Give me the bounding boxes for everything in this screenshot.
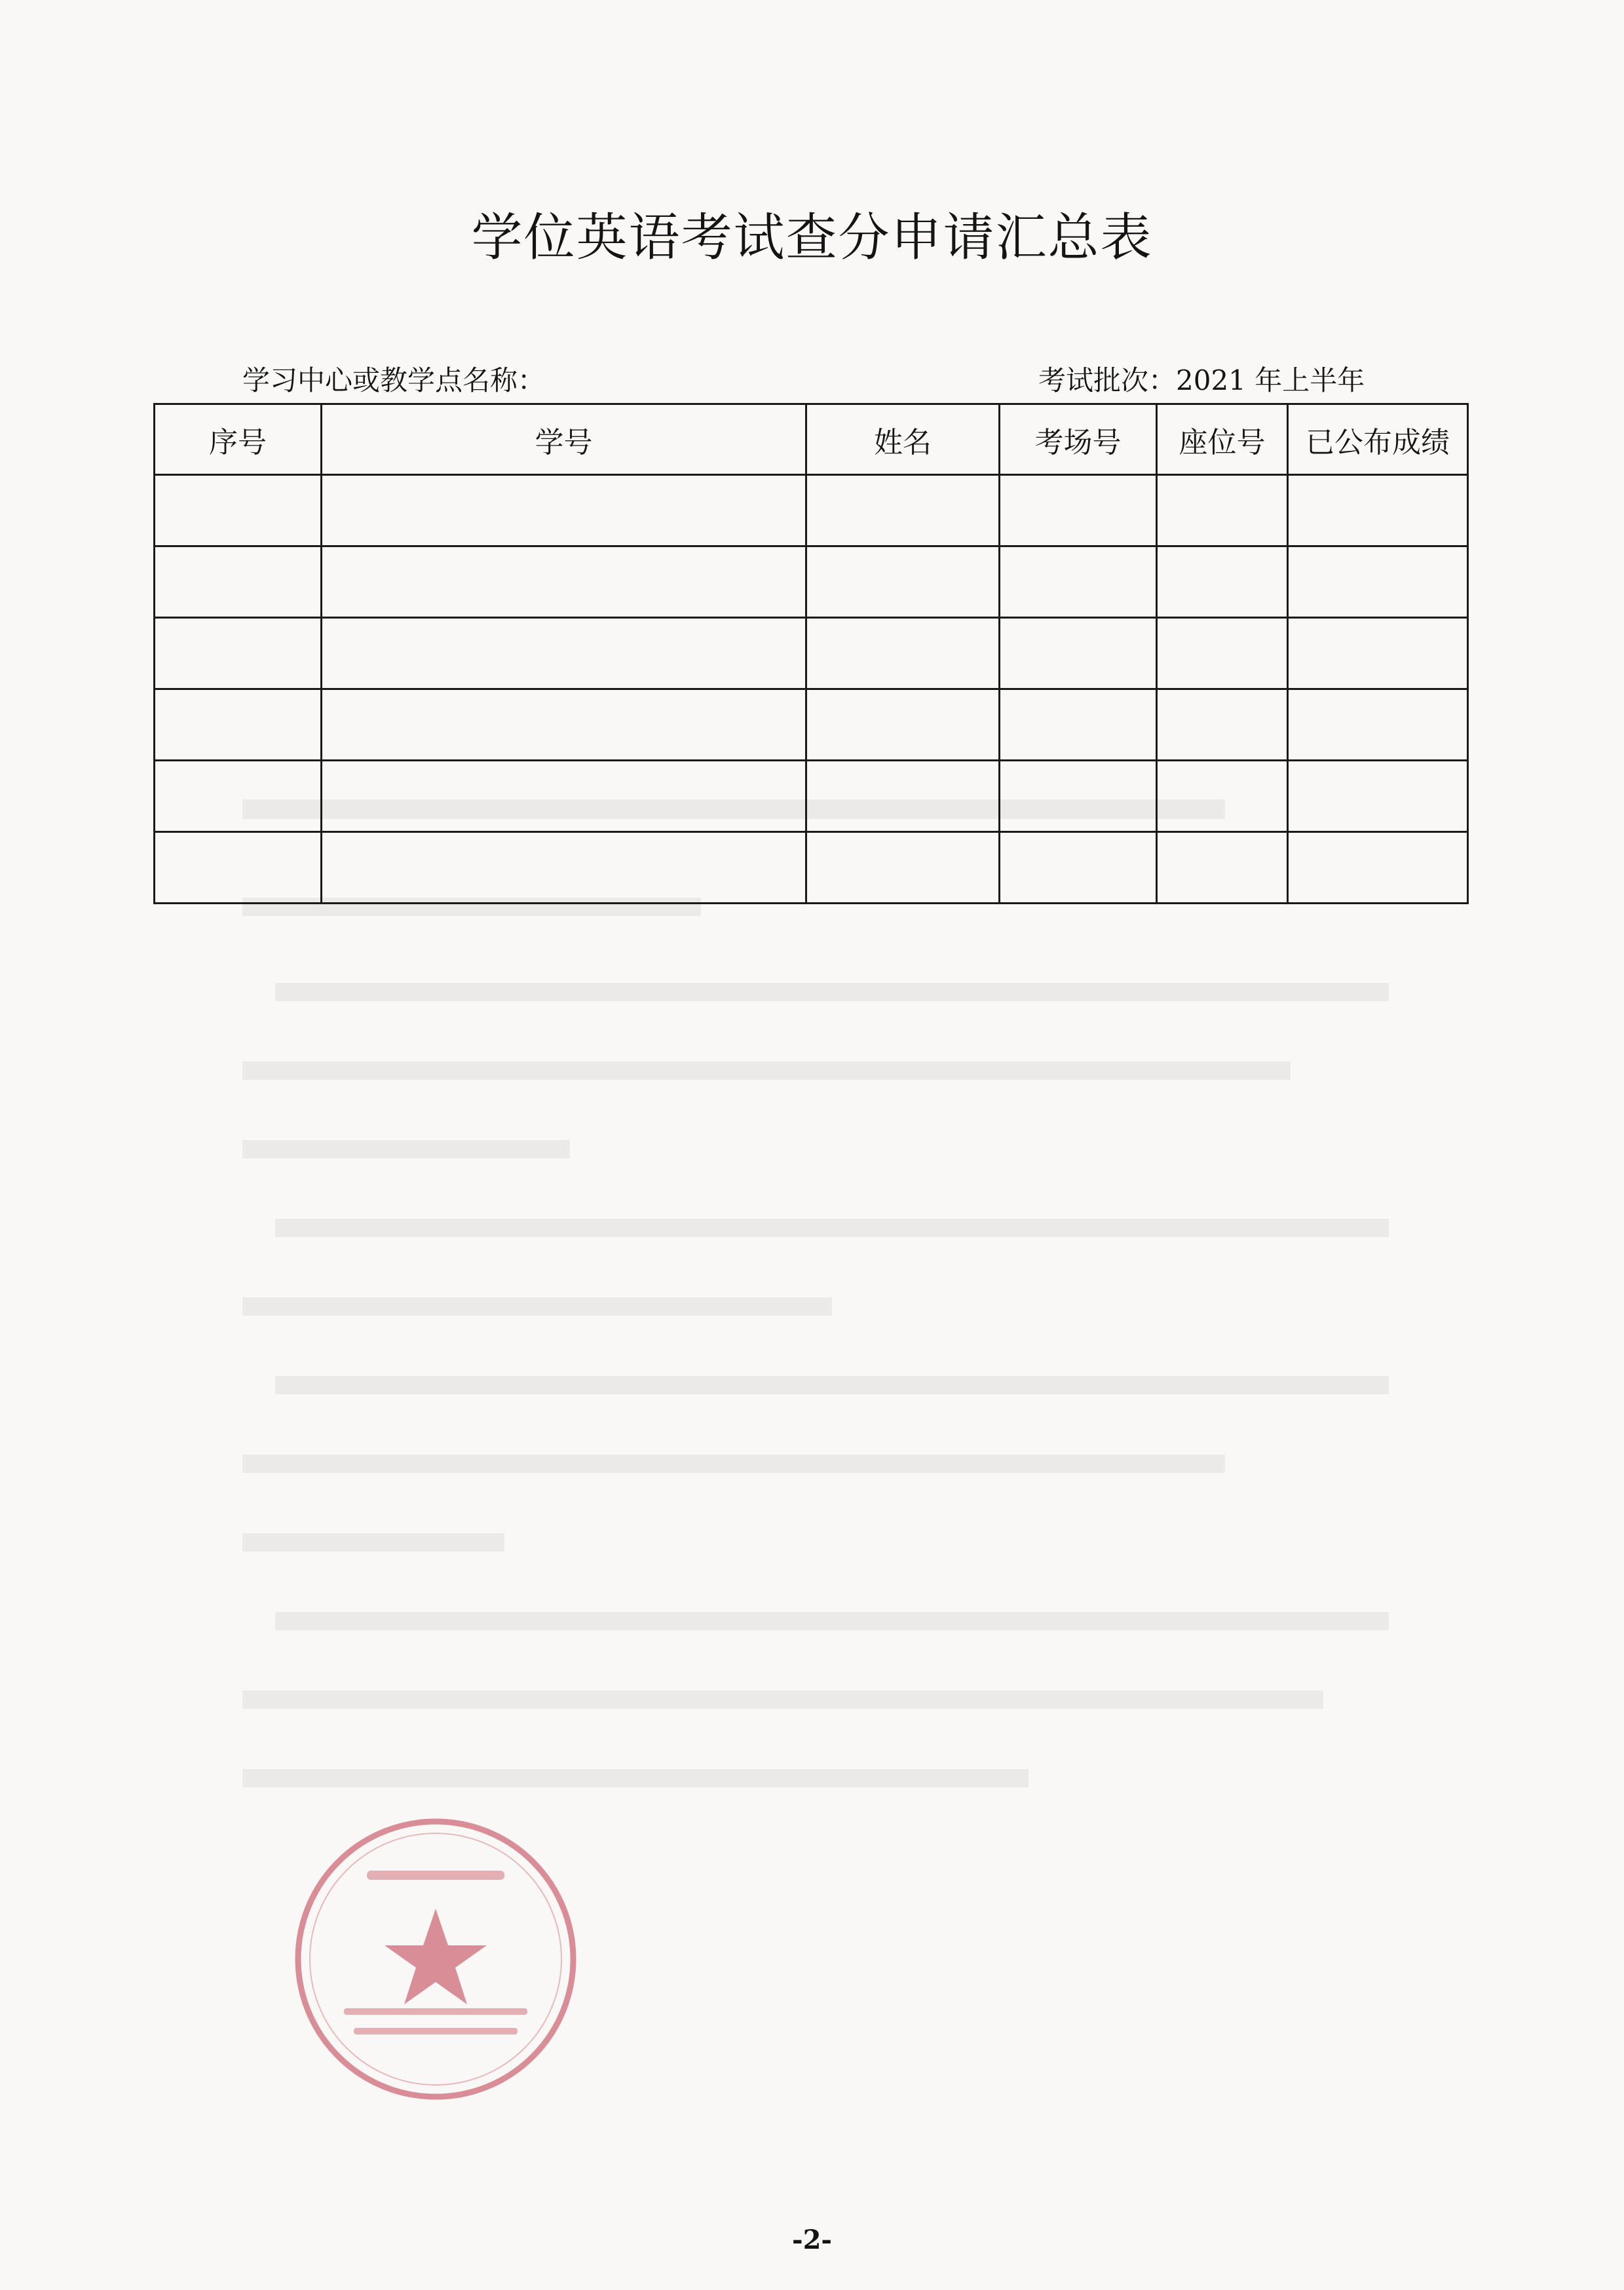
table-cell	[806, 546, 1000, 618]
table-cell	[155, 546, 322, 618]
table-row	[155, 618, 1468, 689]
table-cell	[1288, 475, 1468, 546]
table-row	[155, 761, 1468, 832]
exam-batch-label: 考试批次：2021 年上半年	[1038, 364, 1365, 396]
table-cell	[1000, 475, 1157, 546]
column-header-exam-room: 考场号	[1000, 404, 1157, 475]
table-cell	[1000, 761, 1157, 832]
table-cell	[806, 761, 1000, 832]
table-cell	[1288, 546, 1468, 618]
table-row	[155, 689, 1468, 761]
table-cell	[322, 618, 806, 689]
table-row	[155, 832, 1468, 904]
table-cell	[1288, 689, 1468, 761]
table-header-row	[155, 404, 1468, 475]
table-cell	[155, 618, 322, 689]
table-cell	[322, 546, 806, 618]
page-title: 学位英语考试查分申请汇总表	[471, 208, 1153, 267]
table-row	[155, 546, 1468, 618]
table-cell	[1157, 546, 1288, 618]
bleed-through-texture	[242, 799, 1422, 1848]
table-cell	[155, 475, 322, 546]
column-header-student-id: 学号	[322, 404, 806, 475]
table-row	[155, 475, 1468, 546]
table-cell	[155, 689, 322, 761]
score-review-table	[153, 403, 1469, 904]
star-icon	[385, 1909, 487, 2004]
table-cell	[1000, 832, 1157, 904]
page-number: -2-	[791, 2224, 833, 2255]
table-cell	[1000, 546, 1157, 618]
column-header-serial: 序号	[155, 404, 322, 475]
table-cell	[806, 475, 1000, 546]
table-cell	[1157, 689, 1288, 761]
table-cell	[1157, 761, 1288, 832]
table-cell	[322, 832, 806, 904]
table-cell	[1000, 689, 1157, 761]
table-cell	[806, 689, 1000, 761]
table-cell	[322, 475, 806, 546]
table-cell	[806, 618, 1000, 689]
table-cell	[1000, 618, 1157, 689]
official-seal	[288, 1812, 583, 2107]
table-cell	[1288, 761, 1468, 832]
table-cell	[1157, 618, 1288, 689]
table-cell	[806, 832, 1000, 904]
table-cell	[322, 761, 806, 832]
table-cell	[1288, 832, 1468, 904]
table-cell	[322, 689, 806, 761]
table-cell	[1157, 832, 1288, 904]
table-cell	[1288, 618, 1468, 689]
table-cell	[155, 761, 322, 832]
table-cell	[155, 832, 322, 904]
column-header-seat-number: 座位号	[1157, 404, 1288, 475]
study-center-label: 学习中心或教学点名称：	[242, 364, 546, 396]
table-cell	[1157, 475, 1288, 546]
column-header-published-score: 已公布成绩	[1288, 404, 1468, 475]
column-header-name: 姓名	[806, 404, 1000, 475]
